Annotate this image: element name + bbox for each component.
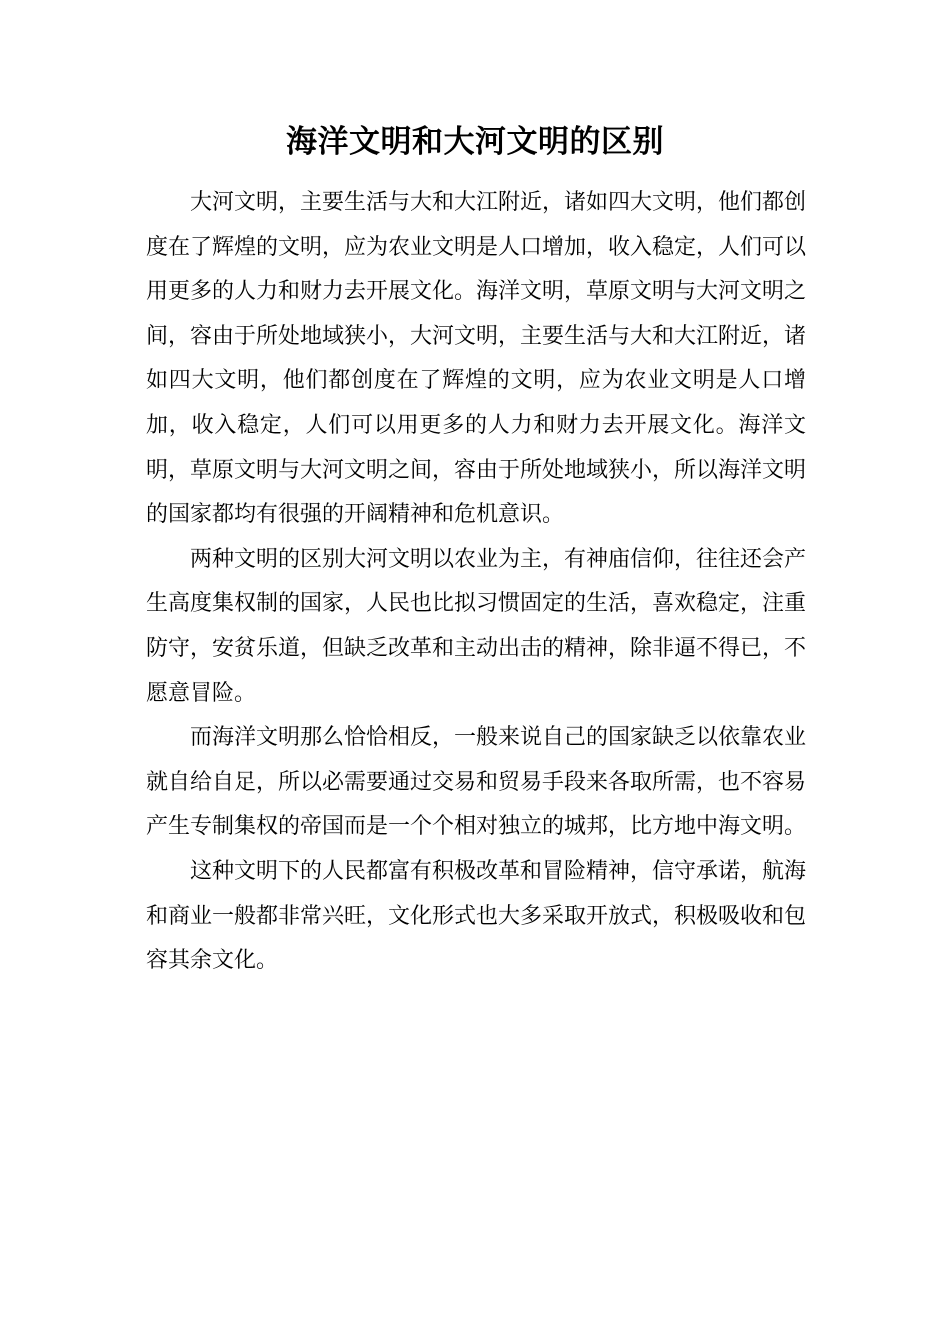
paragraph-1: 大河文明，主要生活与大和大江附近，诸如四大文明，他们都创度在了辉煌的文明，应为农业文明是人口增加，收入稳定，人们可以用更多的人力和财力去开展文化。海洋文明，草原文明与大河文明之间，容由于所处地域狭小，大河文明，主要生活与大和大江附近，诸如四大文明，他们都创度在了辉煌的文明，应为农业文明是人口增加，收入稳定，人们可以用更多的人力和财力去开展文化。海洋文明，草原文明与大河文明之间，容由于所处地域狭小，所以海洋文明的国家都均有很强的开阔精神和危机意识。 <box>146 190 807 528</box>
document-title: 海洋文明和大河文明的区别 <box>286 124 664 160</box>
paragraph-4: 这种文明下的人民都富有积极改革和冒险精神，信守承诺，航海和商业一般都非常兴旺，文化形式也大多采取开放式，积极吸收和包容其余文化。 <box>146 858 807 974</box>
paragraph-2: 两种文明的区别大河文明以农业为主，有神庙信仰，往往还会产生高度集权制的国家，人民也比拟习惯固定的生活，喜欢稳定，注重防守，安贫乐道，但缺乏改革和主动出击的精神，除非逼不得已，不愿意冒险。 <box>146 546 807 706</box>
document-body <box>146 181 806 984</box>
paragraph-3: 而海洋文明那么恰恰相反，一般来说自己的国家缺乏以依靠农业就自给自足，所以必需要通过交易和贸易手段来各取所需，也不容易产生专制集权的帝国而是一个个相对独立的城邦，比方地中海文明。 <box>146 725 807 840</box>
